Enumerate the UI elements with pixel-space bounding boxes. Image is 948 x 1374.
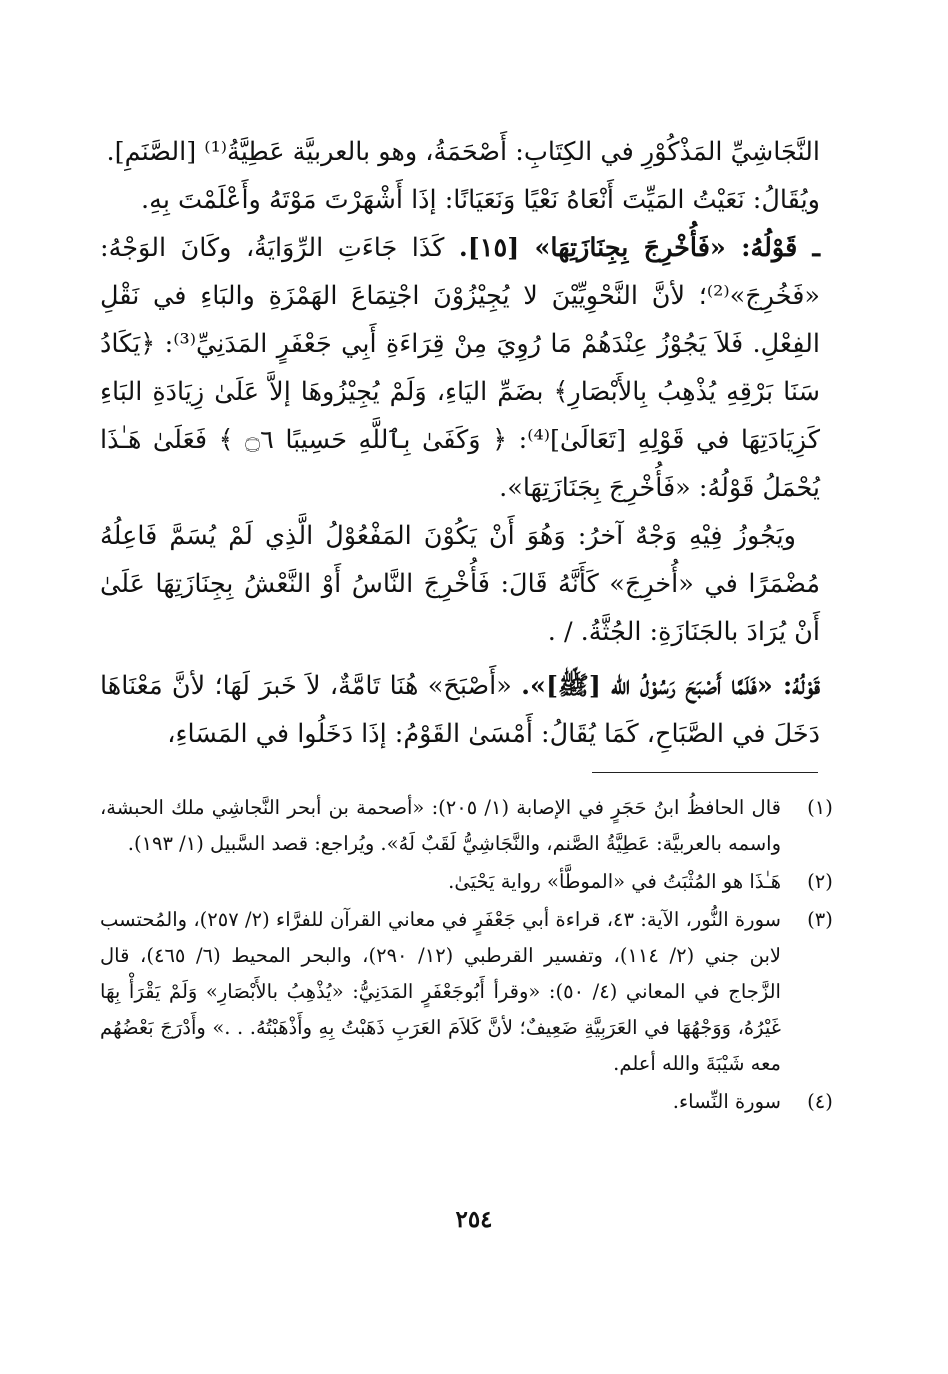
footnote-number: (١)	[807, 796, 833, 819]
page-number: ٢٥٤	[455, 1206, 493, 1233]
footnote-text: قال الحافظُ ابنُ حَجَرٍ في الإصابة (١/ ٢٠٥): «أصحمة بن أبحر النَّجاشِي ملك الحبشة، واسمه بالعربيَّة: عَطِيَّةُ الصَّنم، والنَّجَاشِيُّ لَقَبٌ لَهُ». ويُراجع: قصد السَّبيل (١/ ١٩٣).	[100, 796, 781, 855]
footnote-3	[100, 902, 845, 1082]
paragraph-text: كَذَا جَاءَتِ الرِّوَايَةُ، وكَانَ الوَجْهُ: «فَخُرِجَ»⁽²⁾؛ لأنَّ النَّحْوِيِّيْنَ لا يُجِيْزُوْنَ اجْتِمَاعَ الهَمْزَةِ والبَاءِ في نَقْلِ الفِعْلِ. فَلاَ يَجُوْزُ عِنْدَهُمْ مَا رُوِيَ مِنْ قِرَاءَةِ أَبِي جَعْفَرٍ المَدَنِيِّ⁽³⁾: ﴿يَكَادُ سَنَا بَرْقِهِ يُذْهِبُ بِالأَبْصَارِ﴾ بضَمِّ اليَاءِ، وَلَمْ يُجِيْزُوهَا إلاَّ عَلَىٰ زِيَادَةِ البَاءِ كَزِيَادَتِهَا في قَوْلِهِ [تَعَالَىٰ]⁽⁴⁾: ﴿ وَكَفَىٰ بِٱللَّهِ حَسِيبًا ۝٦ ﴾ فَعَلَىٰ هَـٰذَا يُحْمَلُ قَوْلُهُ: «فَأُخْرِجَ بِجَنَازَتِهَا».	[100, 233, 820, 503]
paragraph-1	[100, 128, 820, 224]
paragraph-3	[100, 512, 820, 656]
quote-heading: ـ قَوْلُهُ: «فَأُخْرِجَ بِجِنَازَتِهَا» [١٥].	[458, 233, 820, 263]
main-text-block	[100, 128, 820, 758]
footnote-2	[100, 864, 845, 900]
footnote-separator	[592, 772, 818, 773]
main-line: النَّجَاشِيِّ المَذْكُوْرِ في الكِتَابِ: أَصْحَمَةُ، وهو بالعربيَّة عَطِيَّةُ⁽¹⁾ [الصَّنَمِ].	[106, 137, 820, 167]
paragraph-4	[100, 662, 820, 758]
main-line: ويُقَالُ: نَعَيْتُ المَيِّتَ أَنْعَاهُ نَعْيًا وَنَعَيَانًا: إذَا أَشْهَرْتَ مَوْتَهُ وأَعْلَمْتَ بِهِ.	[141, 185, 820, 215]
quote-heading: قَوْلُهُ: «فَلَمَّا أَصْبَحَ رَسُوْلُ الله [ﷺ]».	[521, 671, 820, 701]
paragraph-2	[100, 224, 820, 512]
footnote-4	[100, 1084, 845, 1120]
paragraph-text: ويَجُوزُ فِيْهِ وَجْهٌ آخرُ: وَهُوَ أَنْ يَكُوْنَ المَفْعُوْلُ الَّذِي لَمْ يُسَمَّ فَاعِلُهُ مُضْمَرًا في «أُخرِجَ» كَأَنَّهُ قَالَ: فَأُخْرِجَ النَّاسُ أَوْ النَّعْشُ بِجِنَازَتِهَا عَلَىٰ أَنْ يُرَادَ بالجَنَازَةِ: الجُثَّةُ. / .	[100, 521, 820, 647]
footnotes-section	[100, 790, 845, 1122]
footnote-number: (٣)	[807, 908, 833, 931]
footnote-text: سورة النِّساء.	[672, 1090, 781, 1113]
footnote-number: (٢)	[807, 870, 833, 893]
footnote-number: (٤)	[807, 1090, 833, 1113]
footnote-1	[100, 790, 845, 862]
footnote-text: سورة النُّور، الآية: ٤٣، قراءة أبي جَعْفَرٍ في معاني القرآن للفرَّاء (٢/ ٢٥٧)، والمُحتسب لابن جني (٢/ ١١٤)، وتفسير القرطبي (١٢/ ٢٩٠)، والبحر المحيط (٦/ ٤٦٥)، قال الزَّجاج في المعاني (٤/ ٥٠): «وقرأ أَبُوجَعْفَرٍ المَدَنِيُّ: «يُذْهِبُ بالأَبْصَارِ» وَلَمْ يَقْرَأْ بِهَا غَيْرُهُ، وَوَجْهُهَا في العَرَبِيَّةِ ضَعِيفٌ؛ لأنَّ كَلاَمَ العَرَبِ ذَهَبْتُ بِهِ وأَذْهَبْتُهُ. . .» وأَدْرَجَ بَعْضُهُم معه شَيْبَةَ والله أعلم.	[100, 908, 782, 1075]
footnote-text: هَـٰذَا هو المُثْبَتُ في «الموطَّأ» رواية يَحْيَىٰ.	[448, 870, 781, 893]
paragraph-text: «أَصْبَحَ» هُنَا تَامَّةٌ، لاَ خَبرَ لَهَا؛ لأنَّ مَعْنَاهَا دَخَلَ في الصَّبَاحِ، كَمَا يُقَالُ: أَمْسَىٰ القَوْمُ: إذَا دَخَلُوا في المَسَاءِ،	[100, 671, 820, 749]
